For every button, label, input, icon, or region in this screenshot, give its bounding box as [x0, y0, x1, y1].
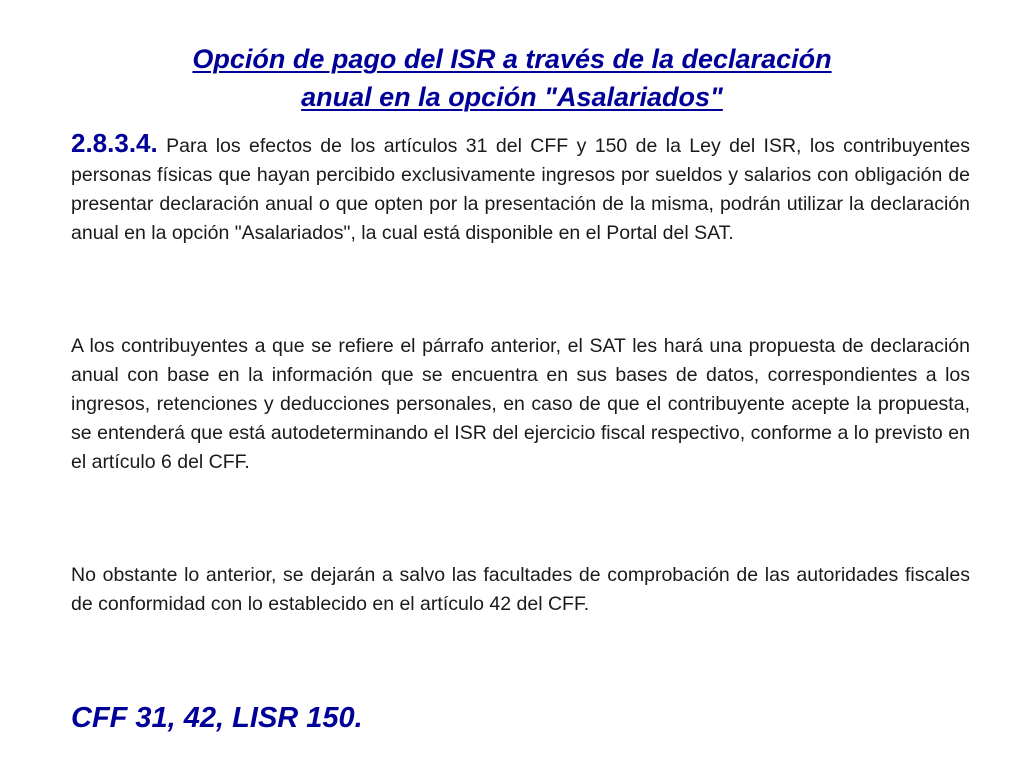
title-line-1: Opción de pago del ISR a través de la declaración	[192, 44, 832, 74]
paragraph-3: No obstante lo anterior, se dejarán a salvo las facultades de comprobación de las autoridades fiscales de conformidad con lo establecido en el artículo 42 del CFF.	[71, 564, 970, 615]
legal-reference: CFF 31, 42, LISR 150.	[71, 702, 363, 734]
paragraph-2: A los contribuyentes a que se refiere el párrafo anterior, el SAT les hará una propuesta de declaración anual con base en la información que se encuentra en sus bases de datos, correspondientes a los ingresos, retenciones y deducciones personales, en caso de que el contribuyente acepte la propuesta, se entenderá que está autodeterminando el ISR del ejercicio fiscal respectivo, conforme a lo previsto en el artículo 6 del CFF.	[71, 335, 970, 473]
slide-title	[60, 40, 964, 116]
title-line-2: anual en la opción "Asalariados"	[301, 82, 723, 112]
paragraph-1-text: Para los efectos de los artículos 31 del CFF y 150 de la Ley del ISR, los contribuyentes personas físicas que hayan percibido exclusivamente ingresos por sueldos y salarios con obligación de presentar declaración anual o que opten por la presentación de la misma, podrán utilizar la declaración anual en la opción "Asalariados", la cual está disponible en el Portal del SAT.	[71, 135, 971, 244]
paragraph-rule	[71, 129, 970, 248]
rule-number: 2.8.3.4.	[71, 128, 158, 158]
